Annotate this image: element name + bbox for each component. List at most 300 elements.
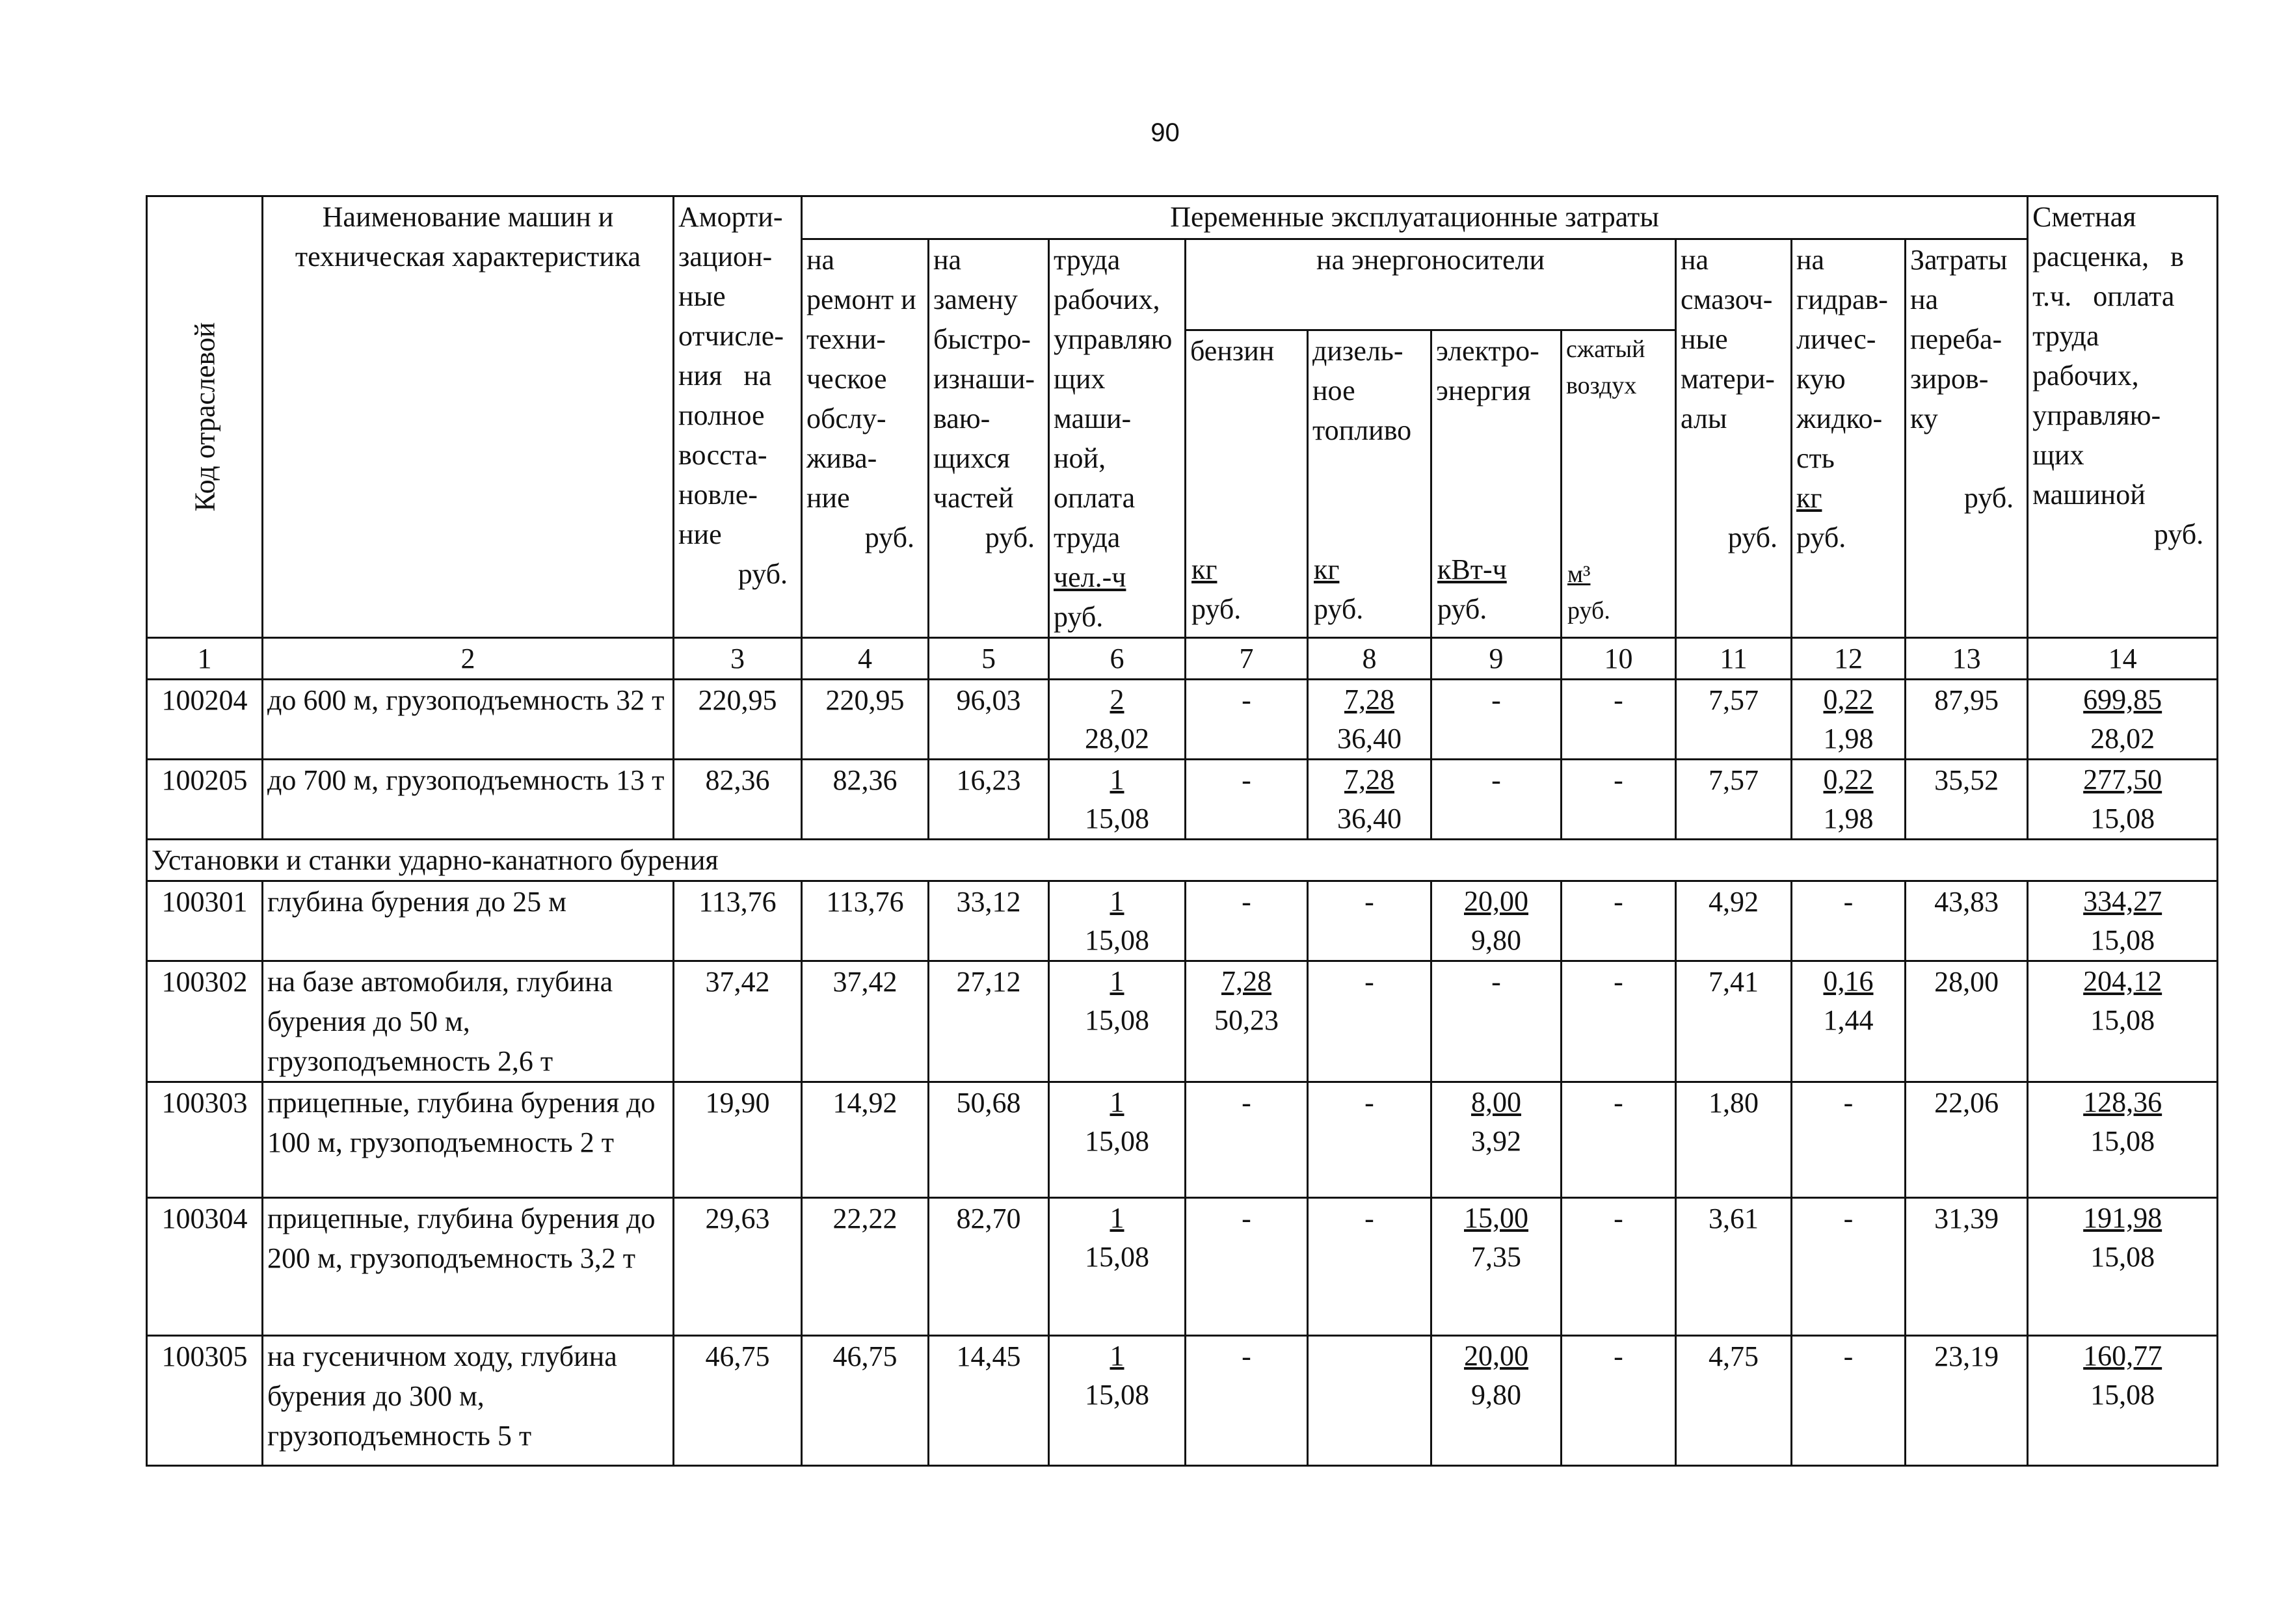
cell-parts: 33,12 [929,881,1049,961]
fraction [2083,760,2162,838]
header-repair-lines [806,240,924,518]
header-line: воздух [1566,371,1637,399]
fraction-top: 1 [1110,1086,1124,1118]
cell-petrol [1186,961,1308,1082]
fraction-top: 204,12 [2083,965,2162,997]
cell-labor [1049,1198,1186,1336]
cell-parts: 16,23 [929,760,1049,840]
header-name: Наименование машин и техническая характеристика [263,196,674,638]
header-line: переба- [1910,323,2002,355]
fraction [1085,1083,1149,1161]
column-number: 2 [263,638,674,680]
fraction [1824,760,1874,838]
column-number: 5 [929,638,1049,680]
header-lube [1676,239,1792,638]
fraction [1085,760,1149,838]
cell-hydraulic: - [1792,881,1906,961]
fraction [1085,680,1149,758]
header-line: новле- [678,479,758,511]
column-number: 13 [1906,638,2028,680]
column-number: 4 [802,638,929,680]
cell-lube: 7,57 [1676,760,1792,840]
table-row [147,961,2218,1082]
header-line: смазоч- [1681,284,1773,315]
header-line: топливо [1312,414,1412,446]
column-number: 8 [1308,638,1431,680]
row-name: глубина бурения до 25 м [263,881,674,961]
cell-electric: - [1431,680,1562,760]
cell-electric: - [1431,961,1562,1082]
header-line: дизель- [1312,334,1403,367]
column-number: 14 [2028,638,2218,680]
fraction [2083,1083,2162,1161]
cell-estimate [2028,961,2218,1082]
fraction-bottom: 15,08 [1085,1379,1149,1411]
cell-relocation: 28,00 [1906,961,2028,1082]
header-relocation-unit: руб. [1963,482,2014,514]
fraction [1085,882,1149,960]
cell-diesel: - [1308,961,1431,1082]
fraction-bottom: 36,40 [1337,803,1402,834]
header-line: отчисле- [678,320,784,352]
table-row [147,760,2218,840]
fraction-bottom: 3,92 [1471,1125,1521,1157]
table-row [147,1336,2218,1466]
header-line: ное [1312,374,1355,406]
cell-hydraulic: - [1792,1336,1906,1466]
cell-estimate [2028,1082,2218,1198]
header-line: сть [1796,442,1835,474]
header-line: ной, [1054,442,1106,474]
header-estimate [2028,196,2218,638]
header-line: ния на [678,360,772,392]
header-air-unit-top: м³ [1567,561,1591,588]
cell-amort: 82,36 [674,760,802,840]
row-name: до 600 м, грузоподъемность 32 т [263,680,674,760]
header-electric-unit-top: кВт-ч [1437,553,1507,585]
section-row [147,840,2218,881]
header-line: ные [678,280,726,312]
cell-relocation: 35,52 [1906,760,2028,840]
header-line: полное [678,399,765,431]
row-code: 100305 [147,1336,263,1466]
cell-air: - [1562,680,1676,760]
row-name: на гусеничном ходу, глубина бурения до 300 м, грузоподъемность 5 т [263,1336,674,1466]
header-line: на [806,244,835,276]
header-diesel [1308,330,1431,637]
header-line: изнаши- [933,363,1035,395]
header-line: т.ч. оплата [2032,280,2175,312]
row-code: 100302 [147,961,263,1082]
cell-relocation: 31,39 [1906,1198,2028,1336]
fraction [2083,1199,2162,1277]
cell-diesel: - [1308,1198,1431,1336]
row-name: на базе автомобиля, глубина бурения до 50 м, грузоподъемность 2,6 т [263,961,674,1082]
header-line: на [1910,284,1939,315]
cell-air: - [1562,1082,1676,1198]
header-line: Сметная [2032,201,2136,233]
header-line: личес- [1796,323,1876,355]
fraction-bottom: 15,08 [1085,1004,1149,1036]
cell-diesel: - [1308,881,1431,961]
cell-amort: 46,75 [674,1336,802,1466]
header-amort-unit: руб. [738,558,788,590]
header-diesel-lines [1312,331,1426,450]
fraction-top: 1 [1110,965,1124,997]
fraction-bottom: 15,08 [2090,1004,2155,1036]
header-line: труда [2032,320,2099,352]
fraction-bottom: 15,08 [2090,803,2155,834]
row-code: 100204 [147,680,263,760]
cell-amort: 113,76 [674,881,802,961]
cell-parts: 14,45 [929,1336,1049,1466]
header-line: кую [1796,363,1846,395]
cell-diesel: - [1308,1082,1431,1198]
header-estimate-unit: руб. [2153,518,2204,550]
fraction-bottom: 1,98 [1823,803,1874,834]
fraction-top: 0,16 [1823,965,1874,997]
header-line: ремонт и [806,284,916,315]
header-repair-unit: руб. [864,522,914,553]
row-code: 100301 [147,881,263,961]
fraction-top: 128,36 [2083,1086,2162,1118]
cell-repair: 14,92 [802,1082,929,1198]
header-variable-costs: Переменные эксплуатационные затраты [802,196,2028,239]
cell-air: - [1562,1198,1676,1336]
cell-labor [1049,961,1186,1082]
header-line: оплата [1054,482,1136,514]
header-estimate-lines [2032,197,2213,514]
cell-electric [1431,1082,1562,1198]
fraction-bottom: 15,08 [1085,924,1149,956]
header-lube-unit: руб. [1727,522,1777,553]
cell-labor [1049,881,1186,961]
header-line: сжатый [1566,335,1645,363]
row-name: прицепные, глубина бурения до 200 м, грузоподъемность 3,2 т [263,1198,674,1336]
header-petrol [1186,330,1308,637]
fraction-bottom: 9,80 [1471,1379,1521,1411]
header-parts-lines [933,240,1044,518]
fraction [1214,962,1279,1040]
cell-air: - [1562,760,1676,840]
cell-electric: - [1431,760,1562,840]
cell-relocation: 87,95 [1906,680,2028,760]
header-line: ние [678,518,722,550]
header-air-unit-bot: руб. [1567,597,1610,624]
header-line: щихся [933,442,1010,474]
header-line: машиной [2032,479,2146,511]
cell-electric [1431,1336,1562,1466]
header-diesel-unit-top: кг [1314,553,1340,585]
fraction [1824,680,1874,758]
header-hydraulic-unit-top: кг [1796,482,1822,514]
fraction-bottom: 15,08 [2090,1241,2155,1273]
header-line: Аморти- [678,201,783,233]
header-line: ные [1681,323,1728,355]
fraction-bottom: 28,02 [2090,723,2155,754]
fraction [1464,1199,1528,1277]
table-row [147,680,2218,760]
header-line: ческое [806,363,887,395]
cell-lube: 7,57 [1676,680,1792,760]
fraction-top: 699,85 [2083,684,2162,715]
header-line: матери- [1681,363,1775,395]
header-line: жива- [806,442,877,474]
fraction-top: 1 [1110,1202,1124,1234]
header-line: щих [2032,439,2084,471]
header-repair [802,239,929,638]
header-electric-lines [1436,331,1556,410]
fraction-bottom: 15,08 [2090,1379,2155,1411]
header-line: рабочих, [2032,360,2139,392]
table-row [147,1198,2218,1336]
cell-parts: 82,70 [929,1198,1049,1336]
cell-air: - [1562,1336,1676,1466]
cell-labor [1049,680,1186,760]
cell-lube: 4,75 [1676,1336,1792,1466]
fraction [1464,882,1528,960]
header-amort [674,196,802,638]
page-number: 90 [1151,118,1180,147]
header-line: гидрав- [1796,284,1888,315]
cell-petrol: - [1186,760,1308,840]
header-line: жидко- [1796,403,1883,434]
cell-petrol: - [1186,1198,1308,1336]
cell-amort: 29,63 [674,1198,802,1336]
fraction-bottom: 15,08 [1085,1241,1149,1273]
cell-hydraulic [1792,680,1906,760]
header-relocation-lines [1910,240,2023,438]
fraction-bottom: 15,08 [2090,1125,2155,1157]
header-amort-lines [678,197,797,554]
cell-air: - [1562,961,1676,1082]
fraction [1337,680,1402,758]
cell-repair: 22,22 [802,1198,929,1336]
cell-repair: 113,76 [802,881,929,961]
header-line: восста- [678,439,767,471]
header-labor-unit-bot: руб. [1054,601,1104,633]
cell-diesel [1308,680,1431,760]
header-line: ку [1910,403,1938,434]
fraction-bottom: 50,23 [1214,1004,1279,1036]
cost-table [146,195,2218,1467]
cell-estimate [2028,1198,2218,1336]
cell-hydraulic: - [1792,1198,1906,1336]
fraction [2083,882,2162,960]
cell-electric [1431,881,1562,961]
row-code: 100304 [147,1198,263,1336]
cell-hydraulic [1792,760,1906,840]
cell-lube: 4,92 [1676,881,1792,961]
header-hydraulic-unit-bot: руб. [1796,522,1846,553]
header-line: щих [1054,363,1106,395]
header-air [1562,330,1676,637]
fraction-bottom: 15,08 [2090,924,2155,956]
header-electric [1431,330,1562,637]
fraction-top: 20,00 [1464,1340,1528,1372]
header-electric-unit-bot: руб. [1437,593,1487,625]
header-line: зацион- [678,241,773,273]
header-line: замену [933,284,1018,315]
fraction-top: 277,50 [2083,764,2162,795]
cell-electric [1431,1198,1562,1336]
fraction [2083,1337,2162,1415]
fraction [1471,1083,1521,1161]
cell-hydraulic: - [1792,1082,1906,1198]
header-line: ние [806,482,850,514]
header-line: маши- [1054,403,1132,434]
header-line: на [1796,244,1825,276]
header-line: управляю- [2032,399,2161,431]
cell-lube: 7,41 [1676,961,1792,1082]
row-name: до 700 м, грузоподъемность 13 т [263,760,674,840]
cell-parts: 96,03 [929,680,1049,760]
header-line: управляю [1054,323,1173,355]
table-row [147,881,2218,961]
fraction-bottom: 28,02 [1085,723,1149,754]
header-line: ваю- [933,403,991,434]
header-energy: на энергоносители [1186,239,1676,330]
column-number: 10 [1562,638,1676,680]
fraction-top: 160,77 [2083,1340,2162,1372]
cell-petrol: - [1186,881,1308,961]
cell-labor [1049,1336,1186,1466]
cell-diesel [1308,1336,1431,1466]
fraction-top: 1 [1110,764,1124,795]
cell-repair: 220,95 [802,680,929,760]
fraction-bottom: 36,40 [1337,723,1402,754]
cell-repair: 46,75 [802,1336,929,1466]
fraction [1824,962,1874,1040]
cell-relocation: 23,19 [1906,1336,2028,1466]
header-parts-unit: руб. [985,522,1035,553]
header-line: электро- [1436,334,1539,367]
fraction-bottom: 1,44 [1823,1004,1874,1036]
column-number: 9 [1431,638,1562,680]
fraction [1085,1199,1149,1277]
header-hydraulic [1792,239,1906,638]
row-code: 100205 [147,760,263,840]
cell-repair: 37,42 [802,961,929,1082]
column-numbers-row [147,638,2218,680]
fraction-top: 7,28 [1221,965,1271,997]
fraction [1085,1337,1149,1415]
header-line: обслу- [806,403,886,434]
column-number: 7 [1186,638,1308,680]
header-line: быстро- [933,323,1031,355]
fraction-top: 0,22 [1823,764,1874,795]
header-petrol-unit-top: кг [1191,553,1217,585]
cell-estimate [2028,680,2218,760]
header-hydraulic-lines [1796,240,1900,478]
header-line: расценка, в [2032,241,2184,273]
fraction-top: 7,28 [1344,684,1394,715]
fraction-bottom: 15,08 [1085,1125,1149,1157]
cell-amort: 19,90 [674,1082,802,1198]
cell-labor [1049,1082,1186,1198]
header-line: на [1681,244,1709,276]
header-line: труда [1054,244,1121,276]
header-line: алы [1681,403,1727,434]
fraction [1464,1337,1528,1415]
column-number: 3 [674,638,802,680]
header-parts [929,239,1049,638]
fraction [1337,760,1402,838]
column-number: 12 [1792,638,1906,680]
row-code: 100303 [147,1082,263,1198]
column-number: 1 [147,638,263,680]
cell-parts: 27,12 [929,961,1049,1082]
fraction-top: 8,00 [1471,1086,1521,1118]
header-line: зиров- [1910,363,1989,395]
column-number: 6 [1049,638,1186,680]
header-line: рабочих, [1054,284,1160,315]
fraction-bottom: 15,08 [1085,803,1149,834]
header-line: Затраты [1910,244,2008,276]
header-labor [1049,239,1186,638]
header-line: частей [933,482,1014,514]
header-relocation [1906,239,2028,638]
cell-repair: 82,36 [802,760,929,840]
cell-lube: 3,61 [1676,1198,1792,1336]
fraction-top: 7,28 [1344,764,1394,795]
header-diesel-unit-bot: руб. [1314,593,1364,625]
cell-amort: 37,42 [674,961,802,1082]
header-code: Код отраслевой [147,196,263,638]
fraction [2083,680,2162,758]
fraction-bottom: 1,98 [1823,723,1874,754]
header-petrol-unit-bot: руб. [1191,593,1242,625]
header-line: на [933,244,962,276]
fraction-top: 334,27 [2083,885,2162,917]
fraction-bottom: 7,35 [1471,1241,1521,1273]
cell-estimate [2028,760,2218,840]
cell-estimate [2028,1336,2218,1466]
cell-petrol: - [1186,1336,1308,1466]
cell-diesel [1308,760,1431,840]
header-air-lines [1566,331,1671,404]
cell-estimate [2028,881,2218,961]
cell-petrol: - [1186,680,1308,760]
row-name: прицепные, глубина бурения до 100 м, грузоподъемность 2 т [263,1082,674,1198]
fraction-top: 1 [1110,1340,1124,1372]
fraction-top: 15,00 [1464,1202,1528,1234]
fraction-bottom: 9,80 [1471,924,1521,956]
cell-petrol: - [1186,1082,1308,1198]
header-labor-lines [1054,240,1180,557]
fraction-top: 2 [1110,684,1124,715]
fraction [1085,962,1149,1040]
header-lube-lines [1681,240,1787,438]
cell-hydraulic [1792,961,1906,1082]
cell-air: - [1562,881,1676,961]
header-line: труда [1054,522,1121,553]
header-labor-unit-top: чел.-ч [1054,561,1126,593]
cell-parts: 50,68 [929,1082,1049,1198]
fraction-top: 0,22 [1823,684,1874,715]
table-row [147,1082,2218,1198]
cell-relocation: 43,83 [1906,881,2028,961]
cell-labor [1049,760,1186,840]
cell-relocation: 22,06 [1906,1082,2028,1198]
header-line: техни- [806,323,886,355]
fraction-top: 20,00 [1464,885,1528,917]
header-petrol-label: бензин [1190,334,1275,367]
fraction [2083,962,2162,1040]
column-number: 11 [1676,638,1792,680]
fraction-top: 191,98 [2083,1202,2162,1234]
fraction-top: 1 [1110,885,1124,917]
